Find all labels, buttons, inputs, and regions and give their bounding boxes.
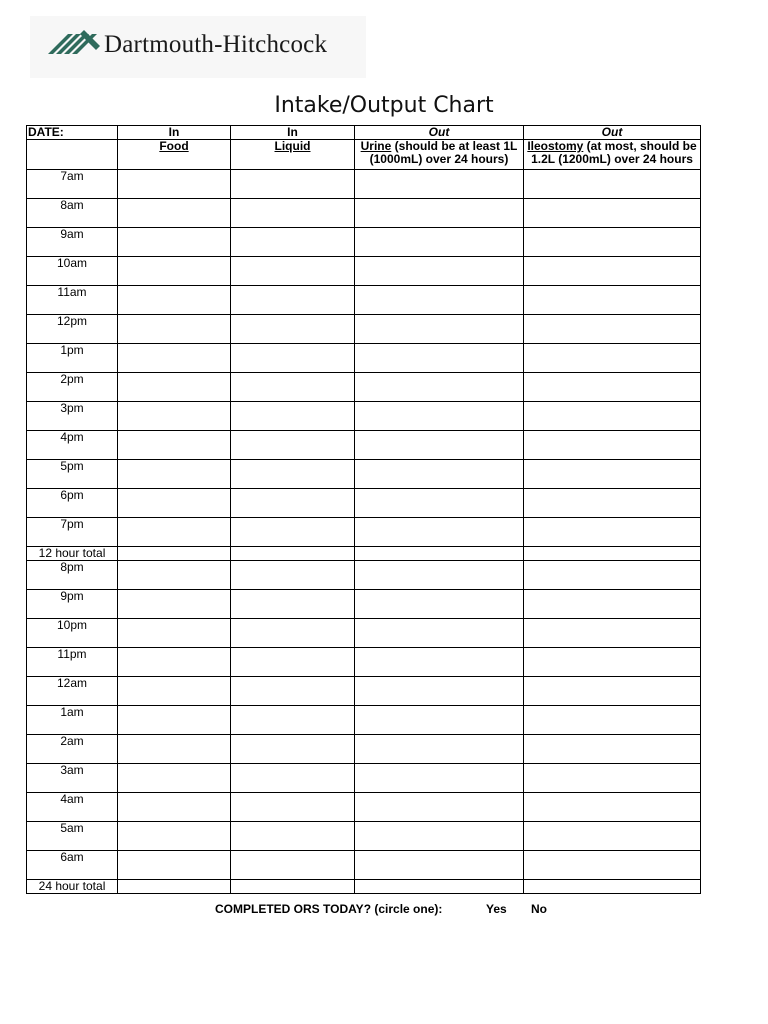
hour-row	[27, 228, 701, 257]
liquid-cell[interactable]	[231, 793, 355, 822]
liquid-cell[interactable]	[231, 590, 355, 619]
ors-yes-option[interactable]: Yes	[486, 902, 507, 916]
row-label: 6am	[27, 851, 118, 880]
hour-row	[27, 489, 701, 518]
liquid-cell[interactable]	[231, 228, 355, 257]
hour-row	[27, 315, 701, 344]
total-row-24-hour	[27, 880, 701, 894]
ileostomy-cell[interactable]	[524, 677, 701, 706]
ileostomy-cell[interactable]	[524, 286, 701, 315]
ileostomy-cell[interactable]	[524, 199, 701, 228]
food-cell[interactable]	[118, 489, 231, 518]
brand-name: Dartmouth-Hitchcock	[104, 31, 328, 58]
ileostomy-cell[interactable]	[524, 561, 701, 590]
intake-output-table	[26, 125, 701, 894]
urine-cell[interactable]	[355, 648, 524, 677]
liquid-cell[interactable]	[231, 706, 355, 735]
food-cell[interactable]	[118, 460, 231, 489]
ileostomy-cell[interactable]	[524, 431, 701, 460]
hour-row	[27, 677, 701, 706]
urine-cell[interactable]	[355, 880, 524, 894]
row-label: 8pm	[27, 561, 118, 590]
urine-cell[interactable]	[355, 373, 524, 402]
hour-row	[27, 764, 701, 793]
liquid-cell[interactable]	[231, 880, 355, 894]
liquid-cell[interactable]	[231, 561, 355, 590]
row-label: 2pm	[27, 373, 118, 402]
hour-row	[27, 561, 701, 590]
total-row-12-hour	[27, 547, 701, 561]
urine-cell[interactable]	[355, 590, 524, 619]
food-cell[interactable]	[118, 880, 231, 894]
col-ileostomy-header	[524, 140, 701, 170]
liquid-label: Liquid	[274, 139, 311, 153]
hour-row	[27, 286, 701, 315]
urine-cell[interactable]	[355, 402, 524, 431]
liquid-cell[interactable]	[231, 170, 355, 199]
row-label: 12 hour total	[27, 547, 118, 561]
hour-row	[27, 793, 701, 822]
ileostomy-cell[interactable]	[524, 706, 701, 735]
hour-row	[27, 373, 701, 402]
urine-label: Urine	[360, 139, 392, 153]
food-cell[interactable]	[118, 590, 231, 619]
hour-row	[27, 257, 701, 286]
row-label: 3pm	[27, 402, 118, 431]
ileostomy-cell[interactable]	[524, 170, 701, 199]
urine-cell[interactable]	[355, 518, 524, 547]
header-row-top	[27, 126, 701, 140]
row-label: 5pm	[27, 460, 118, 489]
urine-cell[interactable]	[355, 561, 524, 590]
hour-row	[27, 590, 701, 619]
food-cell[interactable]	[118, 561, 231, 590]
food-cell[interactable]	[118, 344, 231, 373]
urine-cell[interactable]	[355, 822, 524, 851]
row-label: 11pm	[27, 648, 118, 677]
liquid-cell[interactable]	[231, 518, 355, 547]
urine-cell[interactable]	[355, 286, 524, 315]
liquid-cell[interactable]	[231, 199, 355, 228]
col-liquid-top: In	[231, 126, 355, 140]
row-label: 5am	[27, 822, 118, 851]
urine-note: (should be at least 1L (1000mL) over 24 hours)	[369, 139, 518, 166]
liquid-cell[interactable]	[231, 402, 355, 431]
hour-row	[27, 706, 701, 735]
ileostomy-cell[interactable]	[524, 489, 701, 518]
hour-row	[27, 431, 701, 460]
ileostomy-label: Ileostomy	[527, 139, 584, 153]
row-label: 10pm	[27, 619, 118, 648]
col-food-top: In	[118, 126, 231, 140]
urine-cell[interactable]	[355, 315, 524, 344]
urine-cell[interactable]	[355, 793, 524, 822]
hour-row	[27, 344, 701, 373]
liquid-cell[interactable]	[231, 315, 355, 344]
row-label: 9am	[27, 228, 118, 257]
food-cell[interactable]	[118, 764, 231, 793]
ileostomy-cell[interactable]	[524, 793, 701, 822]
ileostomy-cell[interactable]	[524, 344, 701, 373]
ors-question: COMPLETED ORS TODAY? (circle one):	[215, 902, 443, 916]
ileostomy-cell[interactable]	[524, 547, 701, 561]
ileostomy-cell[interactable]	[524, 851, 701, 880]
liquid-cell[interactable]	[231, 257, 355, 286]
ileostomy-cell[interactable]	[524, 764, 701, 793]
food-cell[interactable]	[118, 199, 231, 228]
food-cell[interactable]	[118, 257, 231, 286]
liquid-cell[interactable]	[231, 677, 355, 706]
food-cell[interactable]	[118, 706, 231, 735]
urine-cell[interactable]	[355, 735, 524, 764]
urine-cell[interactable]	[355, 170, 524, 199]
hour-row	[27, 619, 701, 648]
food-cell[interactable]	[118, 431, 231, 460]
hour-row	[27, 199, 701, 228]
row-label: 2am	[27, 735, 118, 764]
food-cell[interactable]	[118, 851, 231, 880]
liquid-cell[interactable]	[231, 851, 355, 880]
ileostomy-cell[interactable]	[524, 460, 701, 489]
hour-row	[27, 851, 701, 880]
urine-cell[interactable]	[355, 257, 524, 286]
urine-cell[interactable]	[355, 619, 524, 648]
ileostomy-cell[interactable]	[524, 315, 701, 344]
hour-row	[27, 822, 701, 851]
row-label: 1am	[27, 706, 118, 735]
liquid-cell[interactable]	[231, 648, 355, 677]
row-label: 10am	[27, 257, 118, 286]
col-urine-top: Out	[355, 126, 524, 140]
hour-row	[27, 170, 701, 199]
hour-row	[27, 402, 701, 431]
hour-row	[27, 460, 701, 489]
food-cell[interactable]	[118, 822, 231, 851]
ors-no-option[interactable]: No	[531, 902, 547, 916]
urine-cell[interactable]	[355, 764, 524, 793]
ileostomy-cell[interactable]	[524, 518, 701, 547]
row-label: 8am	[27, 199, 118, 228]
ileostomy-note: (at most, should be 1.2L (1200mL) over 24 hours	[531, 139, 697, 166]
col-food-header	[118, 140, 231, 170]
food-cell[interactable]	[118, 677, 231, 706]
food-cell[interactable]	[118, 518, 231, 547]
food-cell[interactable]	[118, 170, 231, 199]
col-urine-header	[355, 140, 524, 170]
liquid-cell[interactable]	[231, 822, 355, 851]
row-label: 12pm	[27, 315, 118, 344]
row-label: 6pm	[27, 489, 118, 518]
food-cell[interactable]	[118, 793, 231, 822]
ileostomy-cell[interactable]	[524, 228, 701, 257]
urine-cell[interactable]	[355, 431, 524, 460]
food-cell[interactable]	[118, 402, 231, 431]
row-label: 7am	[27, 170, 118, 199]
brand-logo	[30, 16, 366, 78]
ileostomy-cell[interactable]	[524, 257, 701, 286]
row-label: 12am	[27, 677, 118, 706]
liquid-cell[interactable]	[231, 286, 355, 315]
logo-stripes-icon	[48, 26, 102, 60]
food-cell[interactable]	[118, 547, 231, 561]
urine-cell[interactable]	[355, 851, 524, 880]
date-label[interactable]: DATE:	[27, 126, 118, 140]
liquid-cell[interactable]	[231, 735, 355, 764]
hour-row	[27, 735, 701, 764]
ileostomy-cell[interactable]	[524, 373, 701, 402]
hour-row	[27, 648, 701, 677]
liquid-cell[interactable]	[231, 489, 355, 518]
liquid-cell[interactable]	[231, 373, 355, 402]
row-label: 1pm	[27, 344, 118, 373]
food-cell[interactable]	[118, 228, 231, 257]
food-label: Food	[159, 139, 189, 153]
page-title: Intake/Output Chart	[274, 93, 494, 118]
ileostomy-cell[interactable]	[524, 648, 701, 677]
urine-cell[interactable]	[355, 199, 524, 228]
header-row-sub	[27, 140, 701, 170]
urine-cell[interactable]	[355, 489, 524, 518]
urine-cell[interactable]	[355, 344, 524, 373]
food-cell[interactable]	[118, 315, 231, 344]
row-label: 11am	[27, 286, 118, 315]
urine-cell[interactable]	[355, 677, 524, 706]
urine-cell[interactable]	[355, 460, 524, 489]
urine-cell[interactable]	[355, 706, 524, 735]
row-label: 4am	[27, 793, 118, 822]
row-label: 3am	[27, 764, 118, 793]
col-liquid-header	[231, 140, 355, 170]
liquid-cell[interactable]	[231, 547, 355, 561]
food-cell[interactable]	[118, 735, 231, 764]
food-cell[interactable]	[118, 619, 231, 648]
urine-cell[interactable]	[355, 228, 524, 257]
liquid-cell[interactable]	[231, 344, 355, 373]
food-cell[interactable]	[118, 373, 231, 402]
ileostomy-cell[interactable]	[524, 402, 701, 431]
food-cell[interactable]	[118, 648, 231, 677]
liquid-cell[interactable]	[231, 619, 355, 648]
ileostomy-cell[interactable]	[524, 880, 701, 894]
food-cell[interactable]	[118, 286, 231, 315]
liquid-cell[interactable]	[231, 764, 355, 793]
col-ileostomy-top: Out	[524, 126, 701, 140]
hour-row	[27, 518, 701, 547]
ileostomy-cell[interactable]	[524, 590, 701, 619]
ileostomy-cell[interactable]	[524, 735, 701, 764]
row-label: 9pm	[27, 590, 118, 619]
header-blank	[27, 140, 118, 170]
liquid-cell[interactable]	[231, 431, 355, 460]
ileostomy-cell[interactable]	[524, 822, 701, 851]
ileostomy-cell[interactable]	[524, 619, 701, 648]
liquid-cell[interactable]	[231, 460, 355, 489]
row-label: 4pm	[27, 431, 118, 460]
row-label: 7pm	[27, 518, 118, 547]
urine-cell[interactable]	[355, 547, 524, 561]
row-label: 24 hour total	[27, 880, 118, 894]
